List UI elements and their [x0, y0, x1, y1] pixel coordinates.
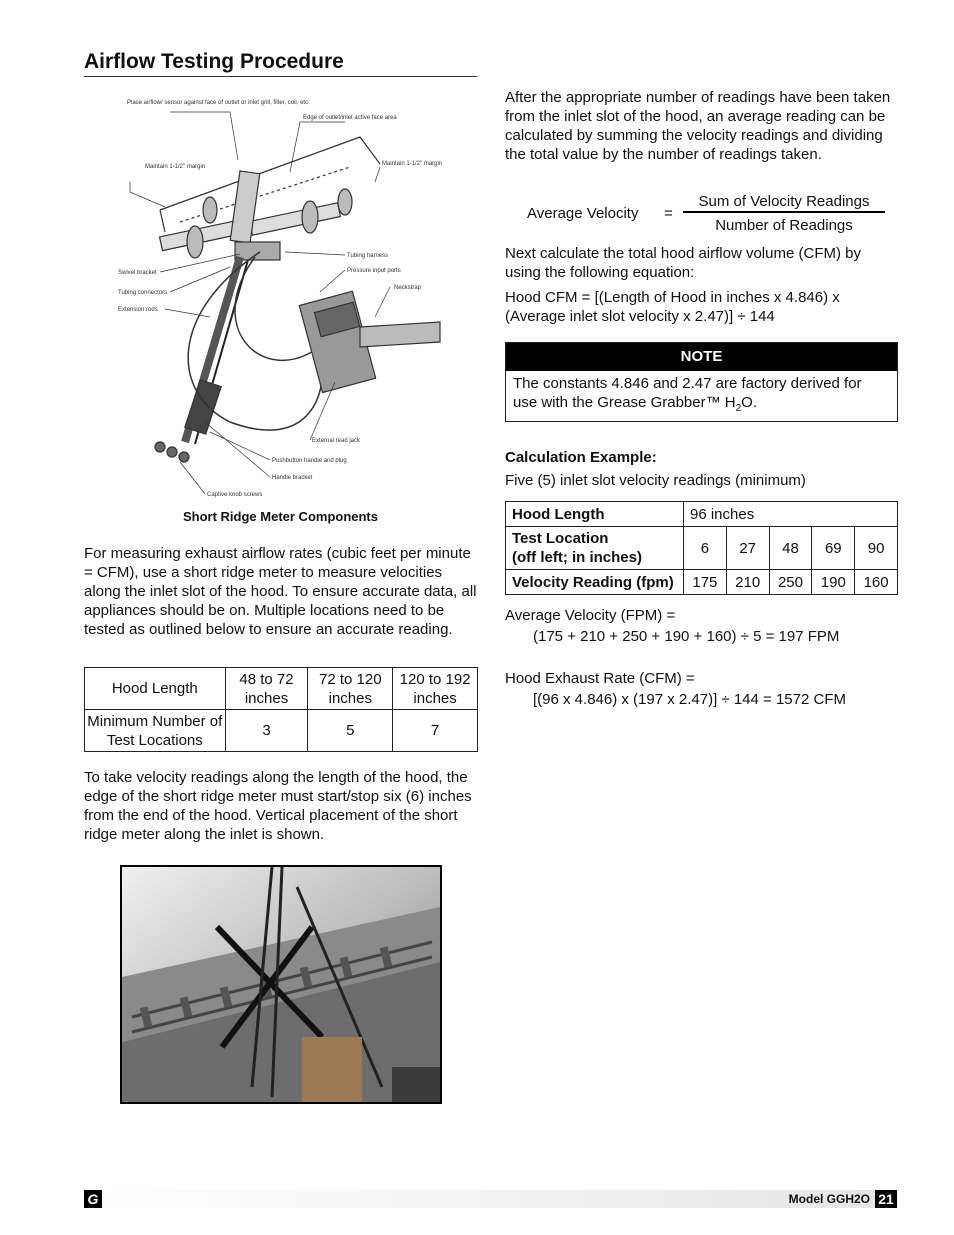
note-text-line-2 [513, 393, 890, 418]
example-velocity-label: Velocity Reading (fpm) [506, 570, 684, 595]
note-text-line-2a: use with the Grease Grabber™ H [513, 394, 736, 411]
range-header-3: 120 to 192 inches [393, 668, 478, 710]
label-pressure-input: Pressure input ports [347, 268, 401, 274]
cfm-equation-line-2: (Average inlet slot velocity x 2.47)] ÷ 144 [505, 308, 775, 325]
formula-fraction-bar [683, 211, 885, 213]
avg-velocity-calc: (175 + 210 + 250 + 190 + 160) ÷ 5 = 197 FPM [533, 628, 840, 645]
page-number: 21 [875, 1190, 897, 1208]
label-maintain-right: Maintain 1-1/2" margin [382, 161, 443, 167]
average-paragraph: After the appropriate number of readings have been taken from the inlet slot of the hood, an average reading can be calculated by summing the velocity readings and dividing the total value by the number of readings taken. [505, 89, 891, 163]
label-tubing-connectors: Tubing connectors [118, 290, 168, 296]
label-external-read-jack: External read jack [312, 438, 361, 444]
label-captive-knob: Captive knob screws [207, 492, 263, 498]
calculation-example-table [505, 501, 898, 595]
footer-model: Model GGH2O [788, 1192, 870, 1206]
test-location-5: 90 [855, 527, 898, 570]
note-text-subscript: 2 [735, 403, 742, 414]
label-edge-outlet: Edge of outlet/inlet active face area [303, 115, 397, 121]
min-locations-label: Minimum Number of Test Locations [85, 710, 226, 752]
exhaust-rate-calc: [(96 x 4.846) x (197 x 2.47)] ÷ 144 = 1572 CFM [533, 691, 846, 708]
diagram-caption: Short Ridge Meter Components [182, 509, 378, 524]
label-handle-bracket: Handle bracket [272, 475, 313, 481]
min-locations-value-2: 5 [308, 710, 393, 752]
page-title: Airflow Testing Procedure [84, 50, 477, 77]
test-location-2: 27 [726, 527, 769, 570]
test-location-4: 69 [812, 527, 855, 570]
placement-paragraph: To take velocity readings along the length of the hood, the edge of the short ridge meter must start/stop six (6) inches from the end of the hood. Vertical placement of the short ridge meter along the inlet is shown. [84, 769, 472, 843]
velocity-2: 210 [726, 570, 769, 595]
label-place-airflow: Place airflow/ sensor against face of outlet or inlet grill, filter, coil, etc [127, 100, 309, 106]
velocity-4: 190 [812, 570, 855, 595]
velocity-1: 175 [684, 570, 727, 595]
test-location-label-line-1: Test Location [512, 530, 609, 547]
test-location-3: 48 [769, 527, 812, 570]
min-locations-value-1: 3 [225, 710, 308, 752]
label-tubing-harness: Tubing harness [347, 253, 389, 259]
label-maintain-left: Maintain 1-1/2" margin [145, 164, 206, 170]
avg-velocity-label: Average Velocity (FPM) = [505, 607, 676, 624]
label-swivel-bracket: Swivel bracket [118, 270, 157, 276]
formula-lhs: Average Velocity [527, 205, 639, 222]
test-location-label-line-2: (off left; in inches) [512, 549, 642, 566]
brand-logo-icon: G [84, 1190, 102, 1208]
example-test-location-label [506, 527, 684, 570]
meter-on-hood-photo [122, 867, 440, 1102]
formula-equals: = [664, 205, 673, 222]
label-extension-rods: Extension rods [118, 307, 158, 313]
footer-bar [100, 1190, 875, 1208]
formula-numerator: Sum of Velocity Readings [698, 193, 870, 210]
note-box [505, 342, 898, 422]
short-ridge-meter-diagram [110, 92, 480, 502]
note-text [506, 371, 897, 421]
hood-photo [120, 865, 442, 1104]
velocity-5: 160 [855, 570, 898, 595]
label-neckstrap: Neckstrap [394, 285, 422, 291]
formula-denominator: Number of Readings [715, 217, 853, 234]
calculation-example-sub: Five (5) inlet slot velocity readings (minimum) [505, 472, 806, 489]
cfm-intro-paragraph: Next calculate the total hood airflow volume (CFM) by using the following equation: [505, 245, 861, 281]
cfm-equation-line-1: Hood CFM = [(Length of Hood in inches x 4.846) x [505, 289, 840, 306]
label-pushbutton: Pushbutton handle and plug [272, 458, 347, 464]
range-header-1: 48 to 72 inches [225, 668, 308, 710]
calculation-example-heading: Calculation Example: [505, 449, 657, 466]
test-locations-table [84, 667, 478, 752]
note-text-line-2b: O. [741, 394, 758, 411]
note-title: NOTE [506, 343, 897, 371]
hood-length-header: Hood Length [85, 668, 226, 710]
note-text-line-1: The constants 4.846 and 2.47 are factory derived for [513, 375, 862, 392]
example-hood-length-label: Hood Length [506, 502, 684, 527]
meter-components-illustration [110, 92, 480, 502]
exhaust-rate-label: Hood Exhaust Rate (CFM) = [505, 670, 695, 687]
test-location-1: 6 [684, 527, 727, 570]
intro-paragraph: For measuring exhaust airflow rates (cubic feet per minute = CFM), use a short ridge meter to measure velocities along the inlet slot of the hood. To ensure accurate data, all appliances should be on. Multiple locations need to be tested as outlined below to ensure an accurate reading. [84, 545, 477, 638]
example-hood-length-value: 96 inches [684, 502, 898, 527]
min-locations-value-3: 7 [393, 710, 478, 752]
range-header-2: 72 to 120 inches [308, 668, 393, 710]
velocity-3: 250 [769, 570, 812, 595]
